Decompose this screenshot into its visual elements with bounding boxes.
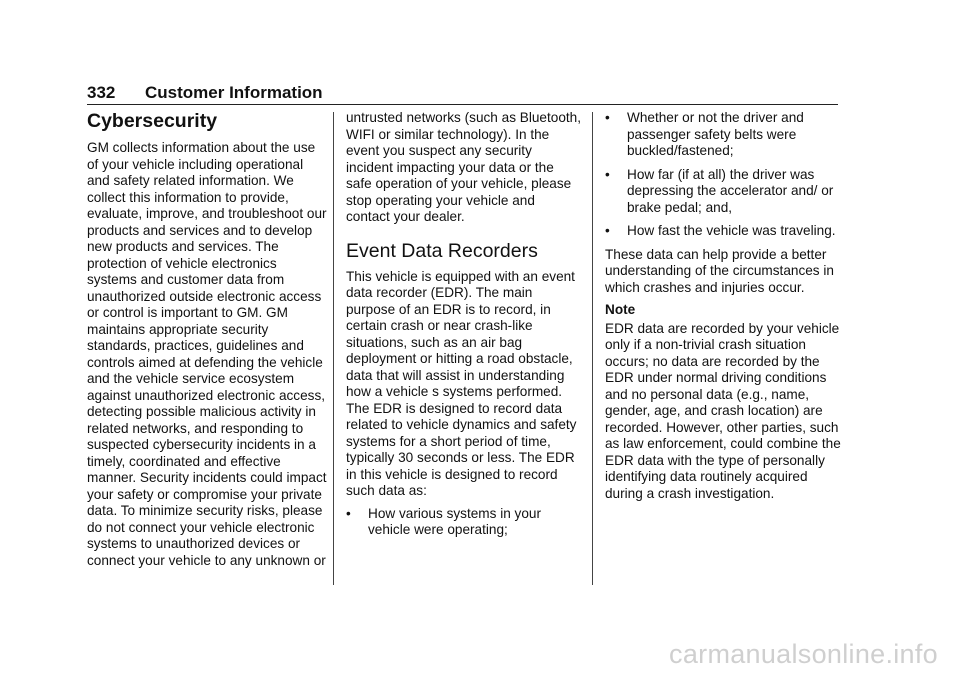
watermark: carmanualsonline.info — [669, 639, 938, 669]
bullet-icon: • — [605, 166, 610, 182]
cybersecurity-paragraph-continued: untrusted networks (such as Bluetooth, WIFI or similar technology). In the event you suspect any security incident impacting your data or the safe operation of your vehicle, please stop operating your vehicle and contact your dealer. — [346, 110, 581, 224]
list-item — [605, 223, 841, 240]
bullet-icon: • — [605, 223, 610, 238]
bullet-icon: • — [346, 505, 351, 521]
list-item-text: How far (if at all) the driver was depressing the accelerator and/ or brake pedal; and, — [627, 166, 834, 215]
note-paragraph: EDR data are recorded by your vehicle only if a non-trivial crash situation occurs; no data are recorded by the EDR under normal driving conditions and no personal data (e.g., name, gender, age, and crash location) are recorded. However, other parties, such as law enforcement, could combine the EDR data with the type of personally identifying data routinely acquired during a crash investigation. — [605, 320, 841, 501]
column-2 — [346, 110, 582, 546]
bullet-icon: • — [605, 110, 610, 125]
list-item-text: How fast the vehicle was traveling. — [627, 223, 836, 238]
page-number: 332 — [87, 83, 116, 102]
column-divider-2 — [592, 112, 593, 585]
column-3 — [605, 110, 841, 508]
cybersecurity-paragraph: GM collects information about the use of your vehicle including operational and safety related information. We collect this information to provide, evaluate, improve, and troubleshoot our products and services and to develop new products and services. The protection of vehicle electronics systems and customer data from unauthorized outside electronic access or control is important to GM. GM maintains appropriate security standards, practices, guidelines and controls aimed at defending the vehicle and the vehicle service ecosystem against unauthorized electronic access, detecting possible malicious activity in related networks, and responding to suspected cybersecurity incidents in a timely, coordinated and effective manner. Security incidents could impact your safety or compromise your private data. To minimize security risks, please do not connect your vehicle electronic systems to unauthorized devices or connect your vehicle to any unknown or — [87, 140, 327, 568]
column-divider-1 — [333, 112, 334, 585]
section-title: Customer Information — [145, 83, 323, 102]
list-item-text: How various systems in your vehicle were operating; — [368, 505, 541, 537]
list-item — [605, 167, 841, 217]
edr-intro-paragraph: This vehicle is equipped with an event data recorder (EDR). The main purpose of an EDR is to record, in certain crash or near crash-like situations, such as an air bag deployment or hitting a road obstacle, data that will assist in understanding how a vehicle s systems performed. The EDR is designed to record data related to vehicle dynamics and safety systems for a short period of time, typically 30 seconds or less. The EDR in this vehicle is designed to record such data as: — [346, 268, 577, 498]
list-item — [605, 110, 841, 160]
column-1 — [87, 110, 327, 575]
running-header — [87, 82, 838, 105]
edr-heading: Event Data Recorders — [346, 239, 538, 262]
cybersecurity-heading: Cybersecurity — [87, 110, 218, 132]
edr-summary-paragraph: These data can help provide a better understanding of the circumstances in which crashes and injuries occur. — [605, 246, 834, 295]
note-heading: Note — [605, 302, 636, 317]
list-item — [346, 506, 582, 539]
list-item-text: Whether or not the driver and passenger safety belts were buckled/fastened; — [627, 110, 804, 158]
